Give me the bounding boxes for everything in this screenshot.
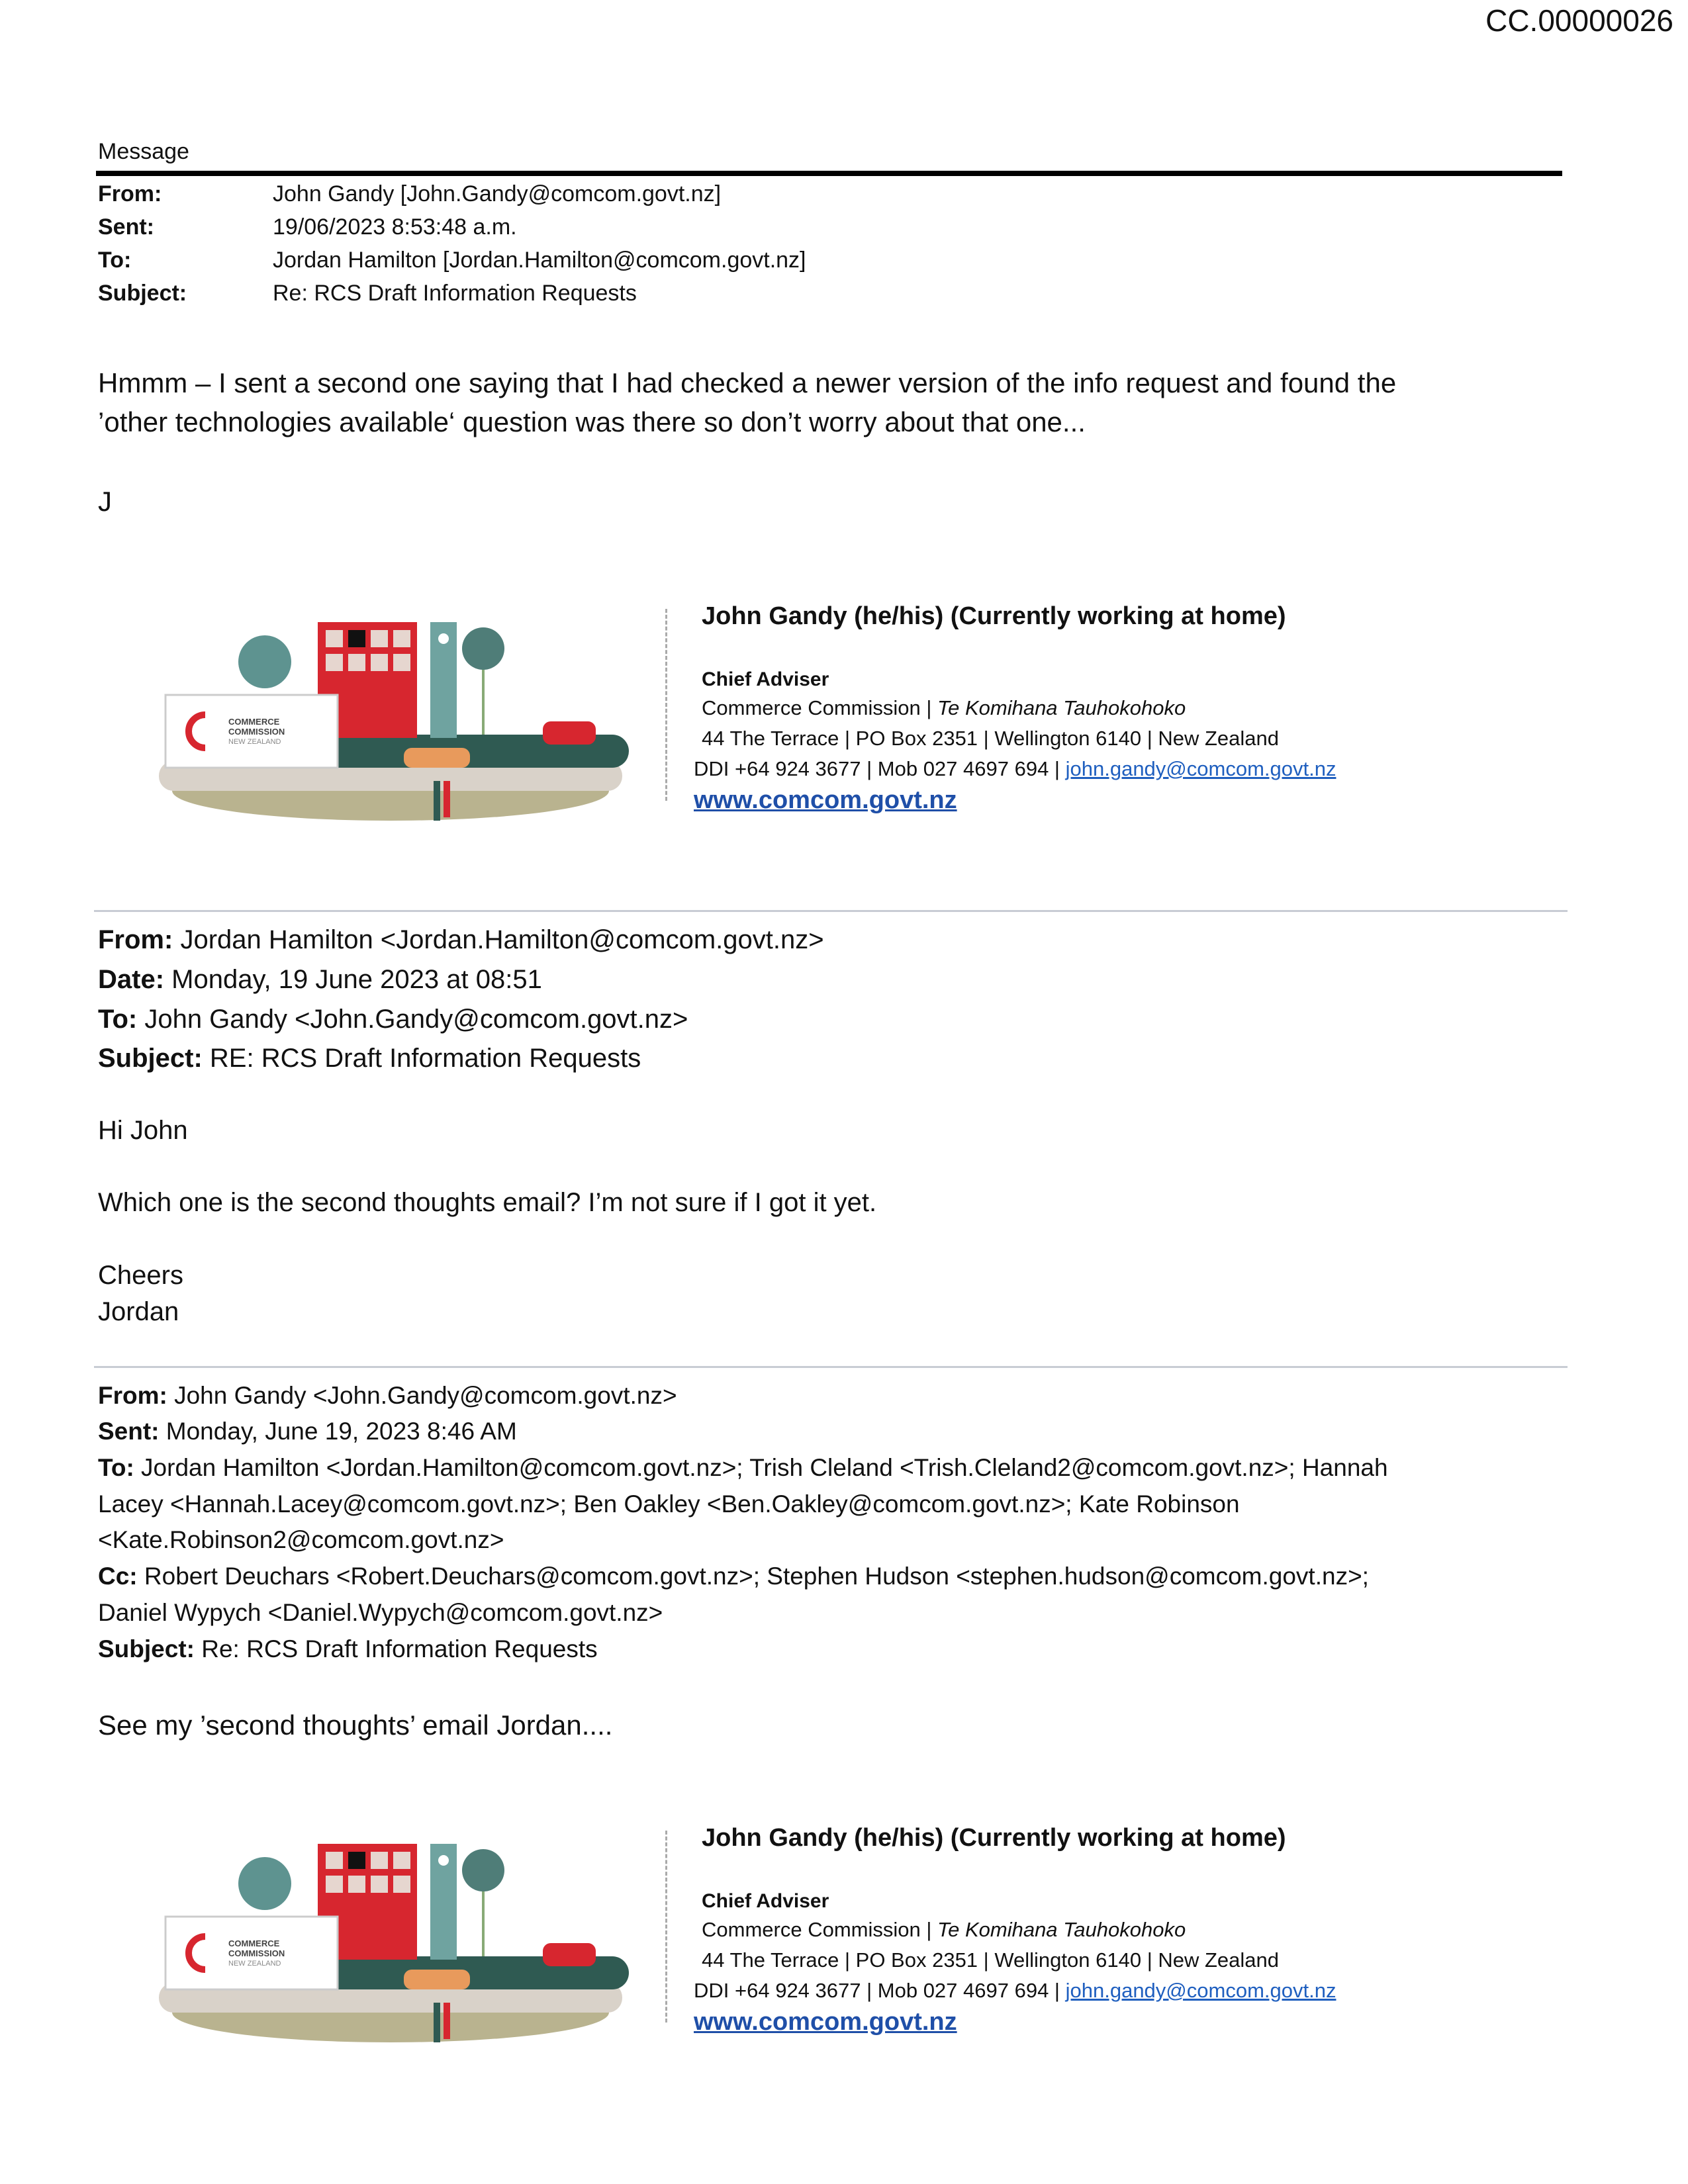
to-label: To: xyxy=(98,1005,138,1034)
message-label: Message xyxy=(98,139,189,164)
email-signature xyxy=(0,1824,1688,2062)
logo-text: NEW ZEALAND xyxy=(228,738,281,746)
msg2-from xyxy=(98,925,824,955)
logo-text: COMMERCE xyxy=(228,717,280,727)
msg3-subject xyxy=(98,1635,598,1663)
msg2-closing: Cheers xyxy=(98,1261,183,1290)
signature-name: John Gandy (he/his) (Currently working at home) xyxy=(702,1824,1286,1852)
date-value: Monday, 19 June 2023 at 08:51 xyxy=(164,965,542,994)
header-subject xyxy=(98,281,637,306)
cc-label: Cc: xyxy=(98,1563,138,1590)
to-label: To: xyxy=(98,248,132,273)
body-line: ’other technologies available‘ question was there so don’t worry about that one... xyxy=(98,406,1086,437)
org-maori-name: Te Komihana Tauhokohoko xyxy=(937,696,1186,719)
from-label: From: xyxy=(98,1382,167,1409)
org-name: Commerce Commission | xyxy=(702,1918,938,1941)
sent-label: Sent: xyxy=(98,1418,160,1445)
logo-text: NEW ZEALAND xyxy=(228,1960,281,1968)
signature-phones xyxy=(694,757,1336,781)
to-value: Jordan Hamilton [Jordan.Hamilton@comcom.govt.nz] xyxy=(273,248,806,273)
header-to xyxy=(98,248,806,273)
header-from xyxy=(98,181,721,207)
subject-label: Subject: xyxy=(98,1635,195,1662)
msg2-body: Which one is the second thoughts email? I’m not sure if I got it yet. xyxy=(98,1188,877,1217)
message-divider xyxy=(94,910,1568,912)
sent-label: Sent: xyxy=(98,214,154,240)
from-label: From: xyxy=(98,925,173,954)
msg3-to xyxy=(98,1454,1388,1482)
signature-email-link[interactable]: john.gandy@comcom.govt.nz xyxy=(1065,757,1336,780)
msg2-sender: Jordan xyxy=(98,1297,179,1326)
msg3-from xyxy=(98,1382,677,1410)
logo-text: COMMISSION xyxy=(228,1948,285,1958)
sent-value: 19/06/2023 8:53:48 a.m. xyxy=(273,214,517,240)
sent-value: Monday, June 19, 2023 8:46 AM xyxy=(159,1418,517,1445)
website-link[interactable]: www.comcom.govt.nz xyxy=(694,2008,957,2036)
msg3-body: See my ’second thoughts’ email Jordan.... xyxy=(98,1709,613,1741)
signature-address: 44 The Terrace | PO Box 2351 | Wellington 6140 | New Zealand xyxy=(702,727,1280,750)
msg2-subject xyxy=(98,1044,641,1073)
subject-label: Subject: xyxy=(98,281,187,306)
commerce-commission-illustration xyxy=(152,1824,649,2049)
signature-divider xyxy=(665,1831,667,2023)
signature-address: 44 The Terrace | PO Box 2351 | Wellington 6140 | New Zealand xyxy=(702,1948,1280,1972)
signature-title: Chief Adviser xyxy=(702,1890,829,1912)
org-name: Commerce Commission | xyxy=(702,696,938,719)
email-signature xyxy=(0,602,1688,841)
signature-email-link[interactable]: john.gandy@comcom.govt.nz xyxy=(1065,1979,1336,2002)
msg3-sent xyxy=(98,1418,517,1445)
signature-divider xyxy=(665,609,667,801)
from-value: John Gandy <John.Gandy@comcom.govt.nz> xyxy=(167,1382,677,1409)
msg2-to xyxy=(98,1005,688,1034)
date-label: Date: xyxy=(98,965,165,994)
phone-numbers: DDI +64 924 3677 | Mob 027 4697 694 | xyxy=(694,1979,1066,2002)
header-rule xyxy=(96,171,1562,176)
from-value: Jordan Hamilton <Jordan.Hamilton@comcom.govt.nz> xyxy=(173,925,824,954)
logo-text: COMMERCE xyxy=(228,1938,280,1948)
signature-org xyxy=(702,696,1186,720)
body-line: Hmmm – I sent a second one saying that I had checked a newer version of the info request and found the xyxy=(98,367,1397,398)
to-label: To: xyxy=(98,1454,134,1481)
msg2-date xyxy=(98,965,542,995)
org-maori-name: Te Komihana Tauhokohoko xyxy=(937,1918,1186,1941)
to-value: John Gandy <John.Gandy@comcom.govt.nz> xyxy=(137,1005,688,1034)
signature-title: Chief Adviser xyxy=(702,668,829,690)
website-link[interactable]: www.comcom.govt.nz xyxy=(694,786,957,814)
msg3-to-cont: <Kate.Robinson2@comcom.govt.nz> xyxy=(98,1526,504,1553)
msg3-cc xyxy=(98,1563,1369,1590)
from-label: From: xyxy=(98,181,162,206)
signature-org xyxy=(702,1918,1186,1942)
commerce-commission-illustration xyxy=(152,602,649,827)
from-value: John Gandy [John.Gandy@comcom.govt.nz] xyxy=(273,181,722,206)
logo-text: COMMISSION xyxy=(228,727,285,737)
phone-numbers: DDI +64 924 3677 | Mob 027 4697 694 | xyxy=(694,757,1066,780)
msg3-to-cont: Lacey <Hannah.Lacey@comcom.govt.nz>; Ben Oakley <Ben.Oakley@comcom.govt.nz>; Kate Robinson xyxy=(98,1490,1240,1518)
subject-value: Re: RCS Draft Information Requests xyxy=(194,1635,598,1662)
document-id: CC.00000026 xyxy=(1485,3,1673,38)
to-value: Jordan Hamilton <Jordan.Hamilton@comcom.govt.nz>; Trish Cleland <Trish.Cleland2@comcom.govt.nz>; Hannah xyxy=(134,1454,1388,1481)
subject-value: RE: RCS Draft Information Requests xyxy=(202,1044,641,1073)
subject-value: Re: RCS Draft Information Requests xyxy=(273,281,637,306)
msg3-cc-cont: Daniel Wypych <Daniel.Wypych@comcom.govt.nz> xyxy=(98,1599,663,1626)
signature-name: John Gandy (he/his) (Currently working at home) xyxy=(702,602,1286,630)
cc-value: Robert Deuchars <Robert.Deuchars@comcom.govt.nz>; Stephen Hudson <stephen.hudson@comcom.govt.nz>; xyxy=(137,1563,1369,1590)
body-signoff: J xyxy=(98,486,112,517)
signature-phones xyxy=(694,1979,1336,2003)
header-sent xyxy=(98,214,517,240)
message-divider xyxy=(94,1366,1568,1368)
subject-label: Subject: xyxy=(98,1044,203,1073)
msg2-greeting: Hi John xyxy=(98,1116,188,1145)
